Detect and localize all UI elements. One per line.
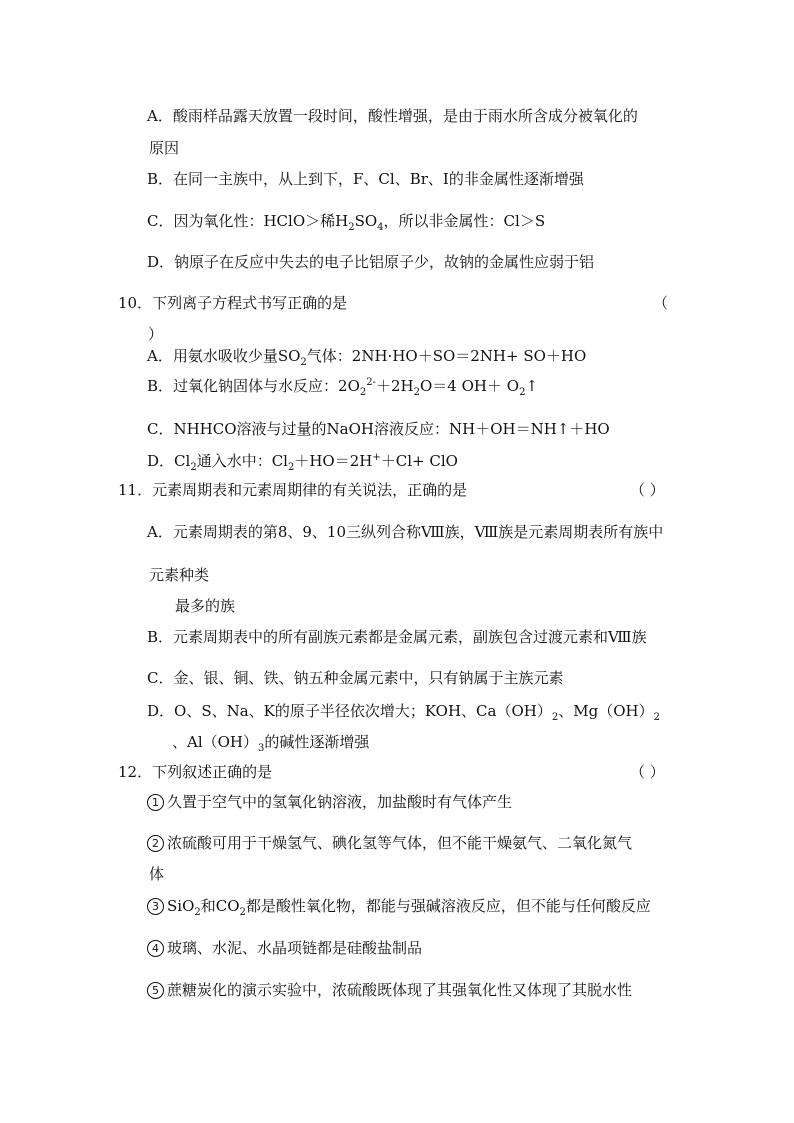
q10-b-sub: 2 bbox=[359, 387, 367, 398]
q12-statement-3 bbox=[147, 896, 651, 916]
q11-option-a: A．元素周期表的第8、9、10三纵列合称Ⅷ族，Ⅷ族是元素周期表所有族中 bbox=[147, 523, 664, 541]
circled-number-icon: 5 bbox=[147, 982, 164, 999]
q10-option-c: C．NHHCO溶液与过量的NaOH溶液反应：NH＋OH＝NH↑＋HO bbox=[147, 420, 610, 438]
q10-d-sub: 2 bbox=[287, 462, 295, 473]
q10-option-a bbox=[147, 346, 586, 366]
q9-option-a: A．酸雨样品露天放置一段时间，酸性增强，是由于雨水所含成分被氧化的 bbox=[147, 107, 638, 125]
q12-s3-text: 都是酸性氧化物，都能与强碱溶液反应，但不能与任何酸反应 bbox=[245, 897, 651, 915]
circled-number-icon: 1 bbox=[147, 794, 164, 811]
q10-answer-paren-close: ） bbox=[148, 325, 164, 343]
q12-answer-paren: （ ） bbox=[630, 763, 665, 781]
q10-b-sub: 2 bbox=[519, 387, 526, 398]
q10-a-text: 气体：2NH·HO＋SO＝2NH+ SO＋HO bbox=[306, 347, 587, 365]
q12-statement-5 bbox=[147, 980, 632, 1000]
q9-option-a-cont: 原因 bbox=[149, 139, 180, 157]
q9-option-b: B．在同一主族中，从上到下，F、Cl、Br、I的非金属性逐渐增强 bbox=[147, 170, 584, 188]
q11-d-text: D．O、S、Na、K的原子半径依次增大；KOH、Ca（OH） bbox=[147, 702, 552, 720]
q9-option-c bbox=[147, 211, 545, 231]
q12-s3-sub: 2 bbox=[194, 907, 201, 918]
q10-d-text: ＋HO＝2H bbox=[294, 452, 373, 470]
q10-stem: 10．下列离子方程式书写正确的是 bbox=[118, 294, 348, 312]
q9-c-text: C．因为氧化性：HClO＞稀H bbox=[147, 212, 349, 230]
q11-option-c: C．金、银、铜、铁、钠五种金属元素中，只有钠属于主族元素 bbox=[147, 669, 564, 687]
q11-option-b: B．元素周期表中的所有副族元素都是金属元素，副族包含过渡元素和Ⅷ族 bbox=[147, 628, 647, 646]
q10-d-sub: 2 bbox=[190, 462, 197, 473]
q10-d-text: D．Cl bbox=[147, 452, 191, 470]
circled-number-icon: 4 bbox=[147, 940, 164, 957]
q11-d-text: 、Al（OH） bbox=[172, 733, 259, 751]
q12-s3-text: SiO bbox=[167, 897, 195, 915]
q12-s2-text: 浓硫酸可用于干燥氢气、碘化氢等气体，但不能干燥氨气、二氧化氮气 bbox=[167, 834, 633, 852]
q11-stem: 11．元素周期表和元素周期律的有关说法，正确的是 bbox=[118, 481, 468, 499]
q9-c-text: SO bbox=[354, 212, 378, 230]
q11-d-sub: 2 bbox=[551, 712, 559, 723]
q10-b-text: ＋2H bbox=[376, 377, 414, 395]
q10-a-sub: 2 bbox=[300, 357, 307, 368]
q10-b-sub: 2 bbox=[413, 387, 420, 398]
q12-s5-text: 蔗糖炭化的演示实验中，浓硫酸既体现了其强氧化性又体现了其脱水性 bbox=[167, 981, 633, 999]
q10-answer-paren-open: （ bbox=[653, 294, 669, 312]
q9-c-text: ，所以非金属性：Cl＞S bbox=[383, 212, 546, 230]
q11-answer-paren: （ ） bbox=[630, 481, 665, 499]
q11-option-a-cont: 元素种类 bbox=[149, 566, 210, 584]
q12-statement-4 bbox=[147, 938, 422, 958]
q12-s3-text: 和CO bbox=[200, 897, 240, 915]
q12-s1-text: 久置于空气中的氢氧化钠溶液，加盐酸时有气体产生 bbox=[167, 793, 513, 811]
q11-option-d-cont bbox=[172, 732, 369, 752]
q12-stem: 12．下列叙述正确的是 bbox=[118, 763, 273, 781]
q10-d-sup: + bbox=[372, 452, 381, 463]
q10-option-d bbox=[147, 451, 458, 471]
q12-s3-sub: 2 bbox=[239, 907, 246, 918]
q10-b-sup: 2- bbox=[366, 377, 376, 388]
q10-a-text: A．用氨水吸收少量SO bbox=[147, 347, 301, 365]
q12-statement-1 bbox=[147, 792, 512, 812]
q12-statement-2-cont: 体 bbox=[149, 865, 165, 883]
q9-c-sub: 4 bbox=[377, 222, 384, 233]
q12-s4-text: 玻璃、水泥、水晶项链都是硅酸盐制品 bbox=[167, 939, 423, 957]
q12-statement-2 bbox=[147, 833, 632, 853]
q10-b-text: B．过氧化钠固体与水反应：2O bbox=[147, 377, 360, 395]
circled-number-icon: 2 bbox=[147, 835, 164, 852]
q10-option-b bbox=[147, 376, 538, 396]
circled-number-icon: 3 bbox=[147, 898, 164, 915]
q9-option-d: D．钠原子在反应中失去的电子比铝原子少，故钠的金属性应弱于铝 bbox=[147, 253, 595, 271]
q11-d-text: 的碱性逐渐增强 bbox=[264, 733, 370, 751]
q10-d-text: 通入水中：Cl bbox=[196, 452, 288, 470]
q11-d-text: 、Mg（OH） bbox=[558, 702, 654, 720]
q11-d-sub: 3 bbox=[258, 743, 265, 754]
q11-option-a-cont2: 最多的族 bbox=[175, 597, 236, 615]
q11-option-d bbox=[147, 701, 660, 721]
q11-d-sub: 2 bbox=[653, 712, 660, 723]
q10-b-text: ↑ bbox=[525, 377, 539, 395]
q10-b-text: O＝4 OH＋ O bbox=[420, 377, 520, 395]
q9-c-sub: 2 bbox=[348, 222, 355, 233]
q10-d-text: ＋Cl+ ClO bbox=[380, 452, 458, 470]
